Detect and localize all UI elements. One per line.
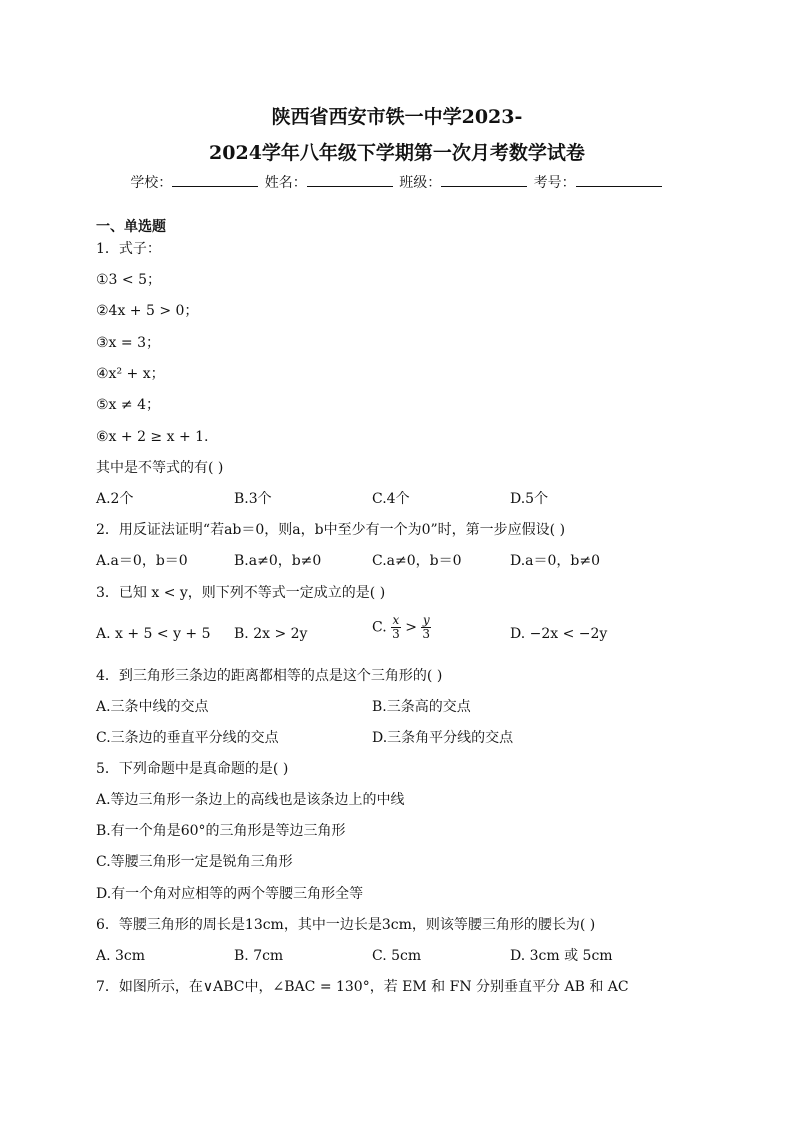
q1-item-4: ④x² + x； <box>96 366 165 382</box>
q1-option-b[interactable]: B.3个 <box>234 491 272 507</box>
q3-option-c[interactable] <box>372 614 431 641</box>
q5-stem: 5．下列命题中是真命题的是( ) <box>96 761 289 777</box>
q1-option-c[interactable]: C.4个 <box>372 491 410 507</box>
q1-item-3: ③x = 3； <box>96 335 160 351</box>
q4-option-d[interactable]: D.三条角平分线的交点 <box>372 730 514 746</box>
q4-option-a[interactable]: A.三条中线的交点 <box>96 699 209 715</box>
q2-stem: 2．用反证法证明“若ab＝0，则a，b中至少有一个为0”时，第一步应假设( ) <box>96 522 566 538</box>
q1-item-1: ①3 < 5； <box>96 272 161 288</box>
q4-option-b[interactable]: B.三条高的交点 <box>372 699 471 715</box>
q3-stem: 3．已知 x < y，则下列不等式一定成立的是( ) <box>96 585 386 601</box>
q3-fraction-x-over-3 <box>391 614 401 641</box>
q3-fraction-1-numerator: x <box>392 613 400 627</box>
q1-item-6: ⑥x + 2 ≥ x + 1. <box>96 429 209 445</box>
q3-fraction-2-numerator: y <box>422 613 430 627</box>
q2-option-a[interactable]: A.a＝0，b＝0 <box>96 553 188 569</box>
q6-option-c[interactable]: C. 5cm <box>372 948 422 964</box>
class-blank[interactable] <box>441 174 527 187</box>
q6-option-a[interactable]: A. 3cm <box>96 948 146 964</box>
section-title-single-choice: 一、单选题 <box>96 219 166 235</box>
class-label: 班级： <box>399 175 442 191</box>
q1-item-5: ⑤x ≠ 4； <box>96 397 160 413</box>
q4-stem: 4．到三角形三条边的距离都相等的点是这个三角形的( ) <box>96 668 443 684</box>
q3-option-b[interactable]: B. 2x > 2y <box>234 626 308 642</box>
q1-option-d[interactable]: D.5个 <box>510 491 549 507</box>
q3-option-c-prefix: C. <box>372 619 387 636</box>
q3-option-d[interactable]: D. −2x < −2y <box>510 626 608 642</box>
q6-option-b[interactable]: B. 7cm <box>234 948 284 964</box>
q5-option-a[interactable]: A.等边三角形一条边上的高线也是该条边上的中线 <box>96 792 405 808</box>
q1-ask: 其中是不等式的有( ) <box>96 460 224 476</box>
q3-option-c-relation: > <box>405 619 417 636</box>
q6-option-d[interactable]: D. 3cm 或 5cm <box>510 948 613 964</box>
number-blank[interactable] <box>576 174 662 187</box>
q5-option-c[interactable]: C.等腰三角形一定是锐角三角形 <box>96 854 293 870</box>
name-label: 姓名： <box>264 175 307 191</box>
q1-option-a[interactable]: A.2个 <box>96 491 134 507</box>
school-blank[interactable] <box>172 174 258 187</box>
name-blank[interactable] <box>307 174 393 187</box>
q6-stem: 6．等腰三角形的周长是13cm，其中一边长是3cm，则该等腰三角形的腰长为( ) <box>96 917 596 933</box>
q3-fraction-y-over-3 <box>421 614 431 641</box>
q1-stem: 1．式子： <box>96 241 161 257</box>
school-label: 学校： <box>130 175 173 191</box>
q4-option-c[interactable]: C.三条边的垂直平分线的交点 <box>96 730 279 746</box>
q1-item-2: ②4x + 5 > 0； <box>96 303 199 319</box>
number-label: 考号： <box>533 175 576 191</box>
q3-option-a[interactable]: A. x + 5 < y + 5 <box>96 626 211 642</box>
q3-fraction-2-denominator: 3 <box>422 627 431 641</box>
q2-option-b[interactable]: B.a≠0，b≠0 <box>234 553 322 569</box>
q5-option-b[interactable]: B.有一个角是60°的三角形是等边三角形 <box>96 823 346 839</box>
q5-option-d[interactable]: D.有一个角对应相等的两个等腰三角形全等 <box>96 886 364 902</box>
q3-fraction-1-denominator: 3 <box>392 627 400 641</box>
q2-option-d[interactable]: D.a＝0，b≠0 <box>510 553 601 569</box>
exam-title-line2: 2024学年八年级下学期第一次月考数学试卷 <box>209 142 585 164</box>
exam-title-line1: 陕西省西安市铁一中学2023- <box>271 106 523 128</box>
student-info-row <box>0 172 794 192</box>
q7-stem: 7．如图所示，在∨ABC中，∠BAC = 130°，若 EM 和 FN 分别垂直平分 AB 和 AC <box>96 979 629 995</box>
q2-option-c[interactable]: C.a≠0，b＝0 <box>372 553 462 569</box>
